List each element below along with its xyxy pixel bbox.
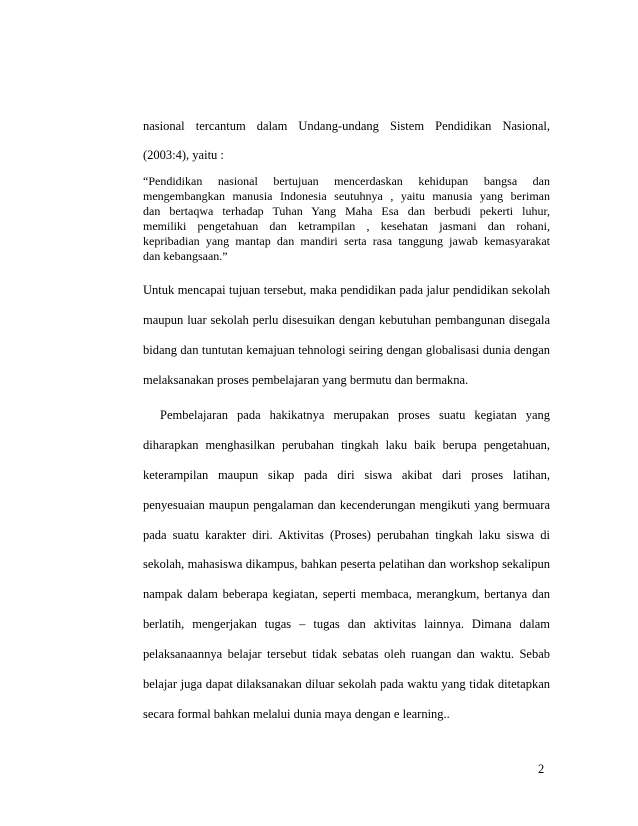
paragraph-line: bidang dan tuntutan kemajuan tehnologi seiring dengan globalisasi dunia dengan: [143, 343, 550, 357]
paragraph-line: berlatih, mengerjakan tugas – tugas dan aktivitas lainnya. Dimana dalam: [143, 617, 550, 631]
paragraph-line: keterampilan maupun sikap pada diri siswa akibat dari proses latihan,: [143, 468, 550, 482]
paragraph-line: maupun luar sekolah perlu disesuikan dengan kebutuhan pembangunan disegala: [143, 313, 550, 327]
quote-line: mengembangkan manusia Indonesia seutuhnya , yaitu manusia yang beriman: [143, 189, 550, 203]
intro-line: (2003:4), yaitu :: [143, 148, 224, 162]
paragraph-line: belajar juga dapat dilaksanakan diluar sekolah pada waktu yang tidak ditetapkan: [143, 677, 550, 691]
paragraph-line: pada suatu karakter diri. Aktivitas (Proses) perubahan tingkah laku siswa di: [143, 528, 550, 542]
paragraph-line: Untuk mencapai tujuan tersebut, maka pendidikan pada jalur pendidikan sekolah: [143, 283, 550, 297]
quote-line: “Pendidikan nasional bertujuan mencerdaskan kehidupan bangsa dan: [143, 174, 550, 188]
paragraph-line: diharapkan menghasilkan perubahan tingkah laku baik berupa pengetahuan,: [143, 438, 550, 452]
paragraph-line: Pembelajaran pada hakikatnya merupakan proses suatu kegiatan yang: [160, 408, 550, 422]
paragraph-line: melaksanakan proses pembelajaran yang bermutu dan bermakna.: [143, 373, 469, 387]
quote-line: dan bertaqwa terhadap Tuhan Yang Maha Esa dan berbudi pekerti luhur,: [143, 204, 550, 218]
paragraph-line: pelaksanaannya belajar tersebut tidak sebatas oleh ruangan dan waktu. Sebab: [143, 647, 550, 661]
page-number: 2: [538, 762, 545, 776]
quote-line: kepribadian yang mantap dan mandiri serta rasa tanggung jawab kemasyarakat: [143, 234, 550, 248]
intro-line: nasional tercantum dalam Undang-undang Sistem Pendidikan Nasional,: [143, 119, 550, 133]
paragraph-line: nampak dalam beberapa kegiatan, seperti membaca, merangkum, bertanya dan: [143, 587, 550, 601]
paragraph-line: sekolah, mahasiswa dikampus, bahkan peserta pelatihan dan workshop sekalipun: [143, 557, 550, 571]
paragraph-line: penyesuaian maupun pengalaman dan kecenderungan mengikuti yang bermuara: [143, 498, 550, 512]
quote-line: memiliki pengetahuan dan ketrampilan , kesehatan jasmani dan rohani,: [143, 219, 550, 233]
quote-line: dan kebangsaan.”: [143, 249, 228, 263]
paragraph-line: secara formal bahkan melalui dunia maya dengan e learning..: [143, 707, 450, 721]
